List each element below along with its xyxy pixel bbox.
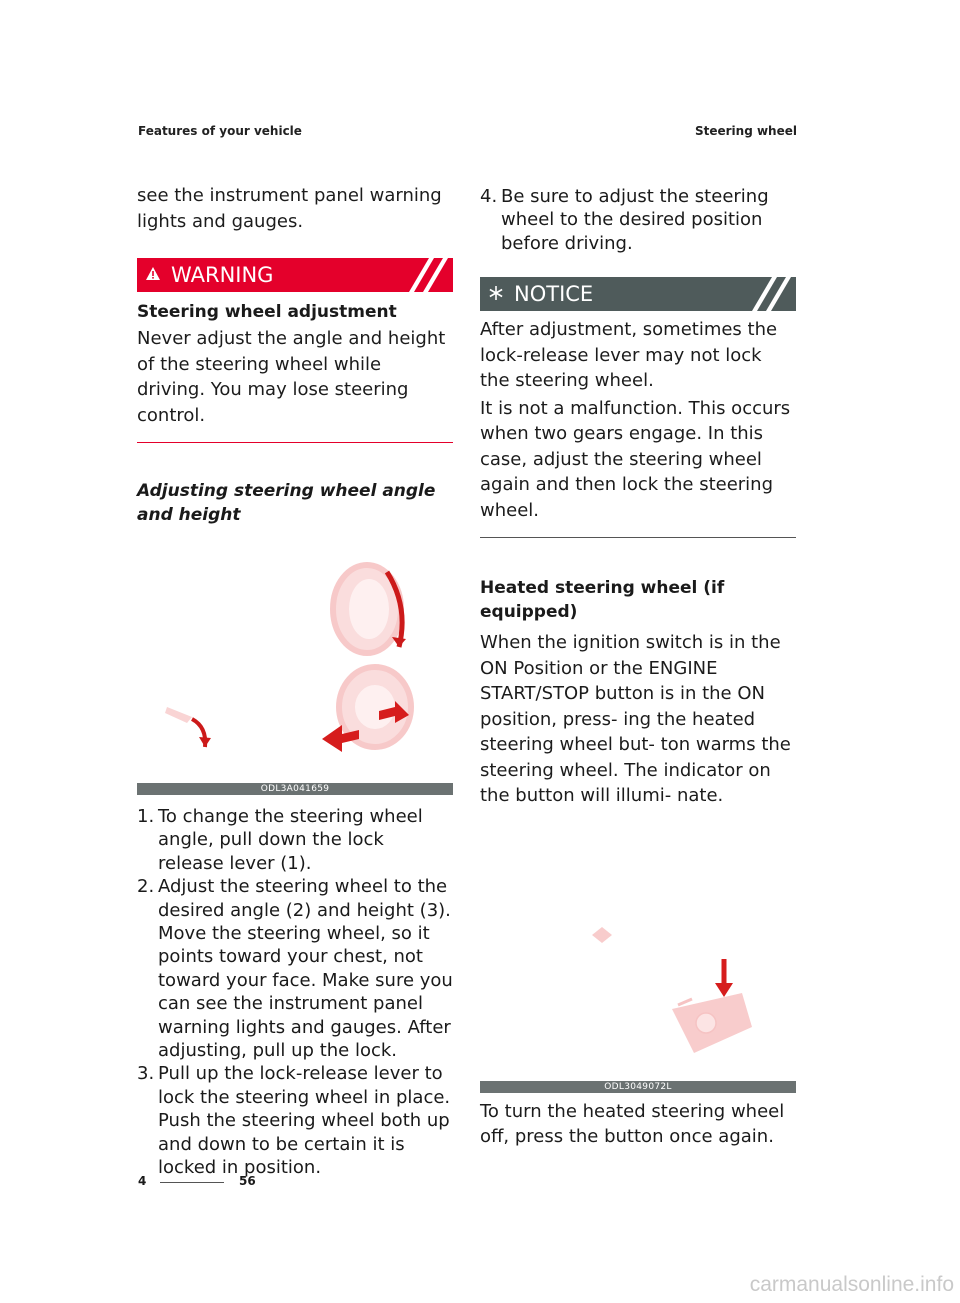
list-item: 1. To change the steering wheel angle, pull down the lock release lever (1).	[137, 806, 423, 874]
header-topic: Steering wheel	[694, 124, 797, 138]
list-item: 4. Be sure to adjust the steering wheel to the desired position before driving.	[480, 186, 769, 254]
closing-text: To turn the heated steering wheel off, press the button once again.	[480, 1100, 785, 1148]
subheading-heated: Heated steering wheel (if equipped)	[480, 578, 725, 623]
right-column	[480, 183, 796, 1150]
steering-adjust-illustration	[137, 547, 453, 779]
notice-asterisk-icon	[486, 284, 506, 305]
subheading-adjust: Adjusting steering wheel angle and height	[137, 481, 436, 525]
step-4-list	[480, 185, 796, 255]
warning-label: WARNING	[171, 263, 274, 287]
footer-divider	[160, 1182, 224, 1183]
banner-slash-decoration	[746, 277, 796, 311]
list-item: 2. Adjust the steering wheel to the desired angle (2) and height (3). Move the steering wheel, so it points toward your chest, not toward your face. Make sure you can see the instrument panel warning lights and gauges. After adjusting, pull up the lock.	[137, 876, 453, 1062]
adjust-steps-list	[137, 805, 453, 1180]
heated-button-figure	[480, 827, 796, 1093]
heated-button-illustration	[480, 827, 796, 1077]
warning-text: Never adjust the angle and height of the steering wheel while driving. You may lose steering control.	[137, 328, 446, 426]
notice-paragraph-2: It is not a malfunction. This occurs when two gears engage. In this case, adjust the steering wheel again and then lock the steering wheel.	[480, 397, 791, 521]
banner-slash-decoration	[403, 258, 453, 292]
section-number: 4	[138, 1174, 147, 1188]
warning-end-rule	[137, 442, 453, 443]
heated-paragraph: When the ignition switch is in the ON Position or the ENGINE START/STOP button is in the ON position, press- ing the heated steering wheel but- ton warms the steering wheel. The indicator on the button will illumi- nate.	[480, 632, 791, 807]
warning-triangle-icon	[143, 265, 163, 286]
steering-adjust-figure	[137, 547, 453, 795]
figure-code-left: ODL3A041659	[137, 783, 453, 795]
notice-end-rule	[480, 537, 796, 538]
intro-text: see the instrument panel warning lights and gauges.	[137, 185, 442, 232]
left-column	[137, 183, 453, 1180]
watermark-text: carmanualsonline.info	[749, 1273, 954, 1296]
page-footer	[138, 1174, 254, 1190]
page-number: 56	[239, 1174, 256, 1188]
list-item: 3. Pull up the lock-release lever to lock the steering wheel in place. Push the steering wheel both up and down to be certain it is locked in position.	[137, 1063, 451, 1179]
header-section: Features of your vehicle	[138, 124, 302, 138]
notice-banner	[480, 277, 796, 311]
figure-code-right: ODL3049072L	[480, 1081, 796, 1093]
warning-title: Steering wheel adjustment	[137, 302, 397, 322]
notice-paragraph-1: After adjustment, sometimes the lock-release lever may not lock the steering wheel.	[480, 319, 778, 392]
notice-label: NOTICE	[514, 282, 594, 307]
warning-banner	[137, 258, 453, 292]
